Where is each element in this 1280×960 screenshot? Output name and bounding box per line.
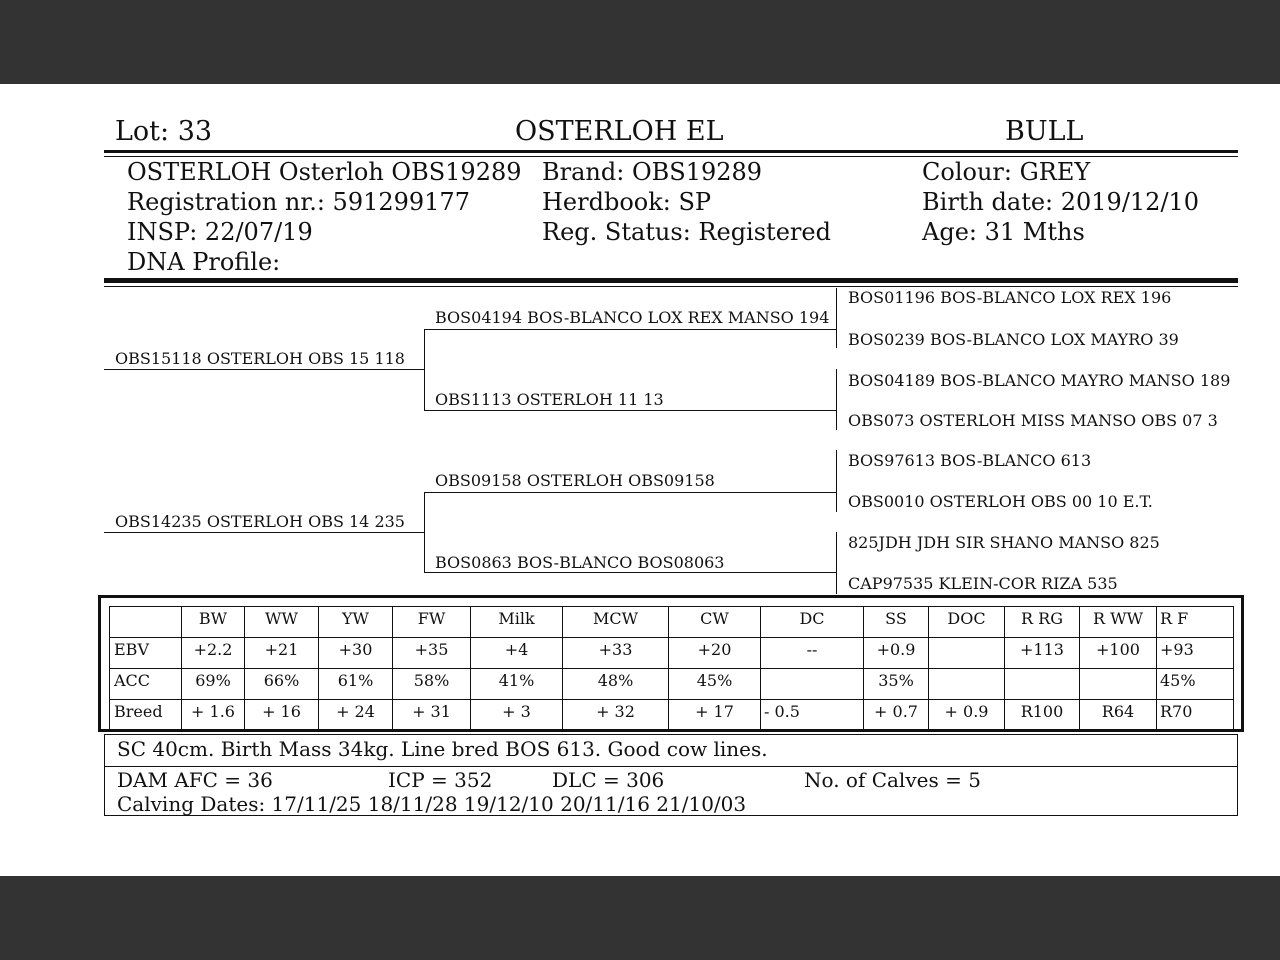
ebv-header-cell: YW: [319, 607, 393, 638]
dna-profile: DNA Profile:: [127, 248, 281, 276]
ebv-header-cell: R F: [1157, 607, 1234, 638]
ebv-cell: 41%: [471, 669, 563, 700]
notes-divider: [105, 766, 1237, 767]
pedigree-gen3-4: OBS073 OSTERLOH MISS MANSO OBS 07 3: [848, 411, 1218, 430]
ebv-cell: 35%: [864, 669, 929, 700]
ebv-cell: +33: [563, 638, 669, 669]
ebv-row-acc: [110, 669, 1234, 700]
ebv-cell: --: [761, 638, 864, 669]
ebv-cell: 69%: [182, 669, 245, 700]
gen2-line-1: [424, 329, 836, 330]
ebv-cell: [929, 638, 1005, 669]
ebv-cell: 45%: [1157, 669, 1234, 700]
ebv-cell: +21: [245, 638, 319, 669]
brand: Brand: OBS19289: [542, 158, 763, 186]
ebv-header-cell: CW: [669, 607, 761, 638]
ebv-cell: +100: [1080, 638, 1157, 669]
ebv-header-cell: Milk: [471, 607, 563, 638]
age: Age: 31 Mths: [922, 218, 1085, 246]
ebv-cell: R100: [1005, 700, 1080, 731]
ebv-cell: [1005, 669, 1080, 700]
pedigree-gen3-7: 825JDH JDH SIR SHANO MANSO 825: [848, 533, 1160, 552]
calving-dates: Calving Dates: 17/11/25 18/11/28 19/12/10 20/11/16 21/10/03: [117, 792, 747, 816]
ebv-cell: + 16: [245, 700, 319, 731]
ebv-cell: +30: [319, 638, 393, 669]
dam-icp: ICP = 352: [388, 768, 493, 792]
colour: Colour: GREY: [922, 158, 1091, 186]
gen3-bracket-4: [836, 532, 837, 594]
gen2-line-2: [424, 410, 836, 411]
ebv-header-row: [110, 607, 1234, 638]
pedigree-gen3-2: BOS0239 BOS-BLANCO LOX MAYRO 39: [848, 330, 1179, 349]
ebv-header-cell: MCW: [563, 607, 669, 638]
ebv-header-cell: WW: [245, 607, 319, 638]
pedigree-dam: OBS14235 OSTERLOH OBS 14 235: [115, 512, 405, 531]
ebv-cell: +0.9: [864, 638, 929, 669]
animal-sex: BULL: [1005, 116, 1084, 147]
sire-line: [104, 369, 424, 370]
ebv-header-cell: SS: [864, 607, 929, 638]
animal-name: OSTERLOH EL: [515, 116, 724, 147]
ebv-cell: [929, 669, 1005, 700]
ebv-cell: + 0.9: [929, 700, 1005, 731]
header-rule-thick: [104, 150, 1238, 153]
dam-line: [104, 532, 424, 533]
ebv-cell: + 17: [669, 700, 761, 731]
ebv-cell: + 1.6: [182, 700, 245, 731]
ebv-cell: - 0.5: [761, 700, 864, 731]
number-of-calves: No. of Calves = 5: [804, 768, 981, 792]
birth-date: Birth date: 2019/12/10: [922, 188, 1200, 216]
pedigree-dam-sire: OBS09158 OSTERLOH OBS09158: [435, 471, 715, 490]
dam-afc: DAM AFC = 36: [117, 768, 273, 792]
herdbook: Herdbook: SP: [542, 188, 712, 216]
ebv-cell: + 32: [563, 700, 669, 731]
gen3-bracket-3: [836, 450, 837, 512]
ebv-row-label: EBV: [110, 638, 182, 669]
pedigree-gen3-8: CAP97535 KLEIN-COR RIZA 535: [848, 574, 1118, 593]
ebv-row-breed: [110, 700, 1234, 731]
ebv-table: [109, 606, 1234, 731]
info-rule-thin: [104, 286, 1238, 287]
ebv-header-cell: BW: [182, 607, 245, 638]
ebv-row-label: Breed: [110, 700, 182, 731]
ebv-cell: 45%: [669, 669, 761, 700]
ebv-cell: +4: [471, 638, 563, 669]
sire-bracket: [424, 329, 425, 411]
ebv-cell: R64: [1080, 700, 1157, 731]
dam-bracket: [424, 492, 425, 572]
ebv-cell: 61%: [319, 669, 393, 700]
ebv-header-cell: DOC: [929, 607, 1005, 638]
gen2-line-3: [424, 492, 836, 493]
gen3-bracket-2: [836, 369, 837, 430]
notes-box: [104, 734, 1238, 816]
pedigree-gen3-3: BOS04189 BOS-BLANCO MAYRO MANSO 189: [848, 371, 1231, 390]
lot-number: Lot: 33: [115, 116, 213, 147]
remarks: SC 40cm. Birth Mass 34kg. Line bred BOS 613. Good cow lines.: [117, 737, 768, 761]
ebv-cell: R70: [1157, 700, 1234, 731]
ebv-cell: +93: [1157, 638, 1234, 669]
gen2-line-4: [424, 572, 836, 573]
pedigree-gen3-6: OBS0010 OSTERLOH OBS 00 10 E.T.: [848, 492, 1153, 511]
ebv-row-ebv: [110, 638, 1234, 669]
pedigree-gen3-5: BOS97613 BOS-BLANCO 613: [848, 451, 1092, 470]
ebv-cell: +2.2: [182, 638, 245, 669]
ebv-cell: 48%: [563, 669, 669, 700]
info-rule-thick: [104, 278, 1238, 283]
catalogue-page: [0, 84, 1280, 876]
ebv-cell: [1080, 669, 1157, 700]
ebv-cell: + 3: [471, 700, 563, 731]
ebv-header-cell: DC: [761, 607, 864, 638]
inspection-date: INSP: 22/07/19: [127, 218, 313, 246]
ebv-cell: 58%: [393, 669, 471, 700]
ebv-cell: [761, 669, 864, 700]
pedigree-sire-sire: BOS04194 BOS-BLANCO LOX REX MANSO 194: [435, 308, 830, 327]
pedigree-gen3-1: BOS01196 BOS-BLANCO LOX REX 196: [848, 288, 1172, 307]
ebv-row-label: ACC: [110, 669, 182, 700]
pedigree-sire-dam: OBS1113 OSTERLOH 11 13: [435, 390, 664, 409]
pedigree-dam-dam: BOS0863 BOS-BLANCO BOS08063: [435, 553, 725, 572]
reg-status: Reg. Status: Registered: [542, 218, 831, 246]
ebv-table-frame: [98, 595, 1244, 732]
ebv-header-cell: R RG: [1005, 607, 1080, 638]
ebv-cell: + 24: [319, 700, 393, 731]
registration-number: Registration nr.: 591299177: [127, 188, 470, 216]
header-rule-thin: [104, 156, 1238, 157]
ebv-cell: +113: [1005, 638, 1080, 669]
ebv-cell: 66%: [245, 669, 319, 700]
ebv-header-cell: FW: [393, 607, 471, 638]
ebv-header-cell: [110, 607, 182, 638]
ebv-cell: + 31: [393, 700, 471, 731]
ebv-header-cell: R WW: [1080, 607, 1157, 638]
dam-dlc: DLC = 306: [552, 768, 665, 792]
animal-full-name: OSTERLOH Osterloh OBS19289: [127, 158, 522, 186]
gen3-bracket-1: [836, 288, 837, 348]
ebv-cell: + 0.7: [864, 700, 929, 731]
pedigree-sire: OBS15118 OSTERLOH OBS 15 118: [115, 349, 405, 368]
ebv-cell: +20: [669, 638, 761, 669]
ebv-cell: +35: [393, 638, 471, 669]
